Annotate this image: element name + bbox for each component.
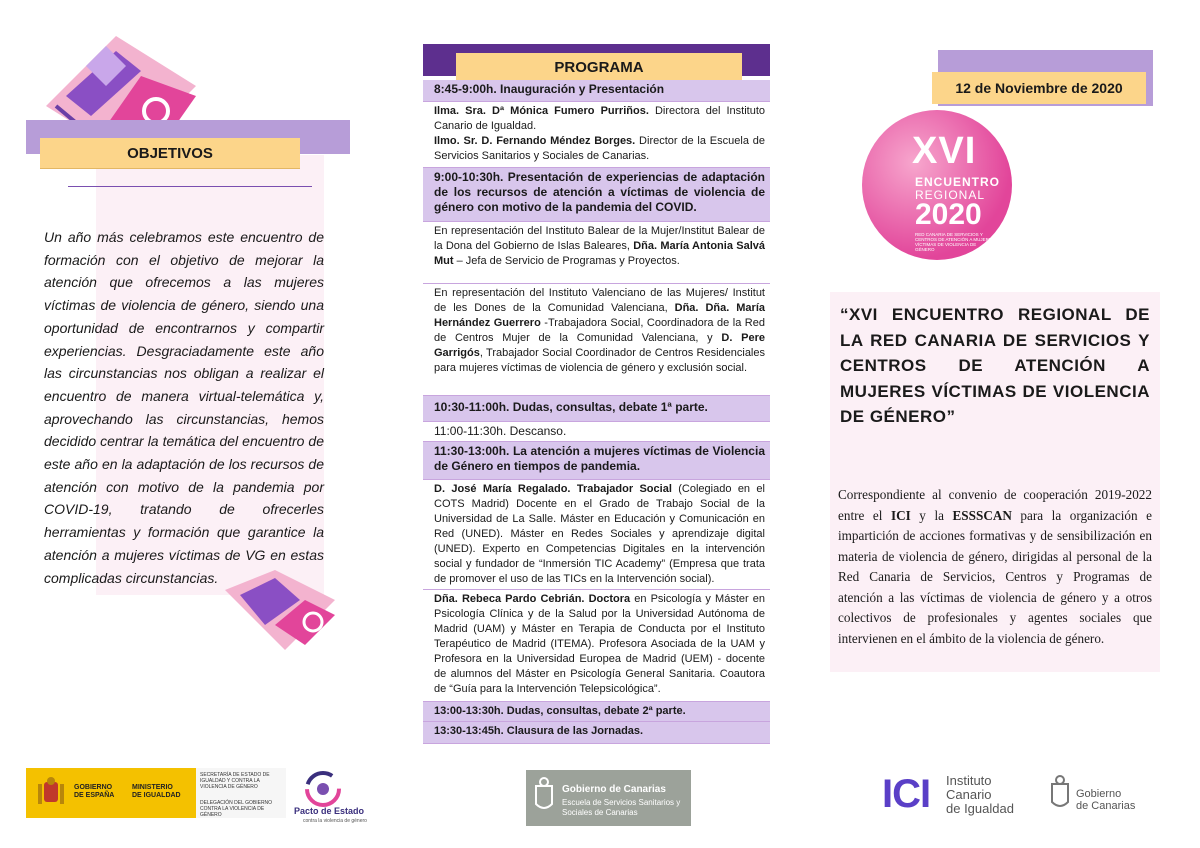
- program-row: 8:45-9:00h. Inauguración y Presentación: [423, 80, 770, 102]
- canarias-coat-of-arms-icon: [532, 776, 556, 816]
- speaker-name: Dña. Dña. María Hernández Guerrero: [434, 302, 765, 329]
- logo-roman-numeral: XVI: [912, 130, 977, 172]
- speaker-name: Ilmo. Sr. D. Fernando Méndez Borges.: [434, 135, 636, 147]
- program-row: 11:00-11:30h. Descanso.: [423, 422, 770, 442]
- pacto-estado-icon: [302, 768, 344, 810]
- objetivos-heading: OBJETIVOS: [40, 138, 300, 168]
- program-row: [423, 284, 770, 396]
- program-row: [423, 590, 770, 702]
- logo-subtitle: RED CANARIA DE SERVICIOS Y CENTROS DE ATENCIÓN A MUJERES VÍCTIMAS DE VIOLENCIA DE GÉNERO: [915, 232, 995, 252]
- speaker-bio: en Psicología y Máster en Psicología Clínica y de la Salud por la Universidad Autónoma de Madrid (UAM) y Máster en Terapia de Conducta por el Instituto Terapéutico de Madrid (ITEMA). Profesora Asociada de la UAM y Profesora en la Universidad Europea de Madrid (UEM) - docente de alumnos del Máster en Psicología General Sanitaria. Coautora de “Guía para la Intervención Telepsicológica”.: [434, 593, 765, 695]
- program-row: [423, 102, 770, 168]
- logo-line-1: ENCUENTRO: [915, 175, 1001, 189]
- pacto-estado-subtitle: contra la violencia de género: [303, 818, 367, 824]
- program-row: [423, 480, 770, 590]
- program-row: 9:00-10:30h. Presentación de experiencias de adaptación de los recursos de atención a víctimas de violencia de género con motivo de la pandemia del COVID.: [423, 168, 770, 222]
- spain-coat-of-arms-icon: [34, 776, 68, 810]
- program-row: 13:00-13:30h. Dudas, consultas, debate 2ª parte.: [423, 702, 770, 722]
- pacto-estado-text: Pacto de Estado: [294, 806, 365, 816]
- speaker-name: D. Pere Garrigós: [434, 332, 765, 359]
- desc-text: para la organización e impartición de acciones formativas y de sensibilización en materia de violencia de género, dirigidas al personal de la Red Canaria de Servicios, Centros y Programas de atención a las víctimas de violencia de género y a otros colectivos de profesionales y agentes sociales que intervienen en el ámbito de la violencia de género.: [838, 507, 1152, 646]
- speaker-name: Ilma. Sra. Dª Mónica Fumero Purriños.: [434, 105, 649, 117]
- event-description: [838, 485, 1152, 649]
- ici-logo: ICI: [882, 772, 931, 816]
- canarias-crest-icon: [1048, 774, 1072, 814]
- geometric-decoration-bottom: [225, 570, 335, 650]
- desc-org: ICI: [890, 507, 911, 523]
- speaker-name: Dña. Rebeca Pardo Cebrián. Doctora: [434, 593, 631, 605]
- speaker-role: En representación del Instituto Balear de la Mujer/Institut Balear de la Dona del Gobierno de Islas Baleares,: [434, 225, 765, 252]
- speaker-name: Dña. María Antonia Salvá Mut: [434, 240, 765, 267]
- gobierno-canarias-text: Gobierno de Canarias: [562, 784, 666, 795]
- program-row: 11:30-13:00h. La atención a mujeres víctimas de Violencia de Género en tiempos de pandemia.: [423, 442, 770, 480]
- objetivos-text: Un año más celebramos este encuentro de formación con el objetivo de mejorar la atención que ofrecemos a las mujeres víctimas de violencia de género, siendo una oportunidad de encontrarnos y compartir experiencias. Desgraciadamente este año las circunstancias nos obligan a realizar el encuentro de manera virtual-telemática y, aprovechando las circunstancias, hemos decidido centrar la temática del encuentro de este año en la adaptación de los recursos de atención con motivo de la pandemia por COVID-19, tratando de ofrecerles herramientas y formación que garantice la atención a mujeres víctimas de VG en estas complicadas circunstancias.: [44, 229, 324, 586]
- escuela-text: Escuela de Servicios Sanitarios y Sociales de Canarias: [562, 798, 681, 817]
- speaker-role: – Jefa de Servicio de Programas y Proyectos.: [453, 255, 680, 267]
- desc-text: Correspondiente al convenio de cooperación 2019-2022 entre el: [838, 487, 1152, 523]
- gobierno-canarias-logo-text: Gobierno de Canarias: [1076, 788, 1136, 812]
- speaker-role: -Trabajadora Social, Coordinadora de la Red de Centros Mujer de la Comunidad Valenciana, y: [434, 317, 765, 344]
- programa-heading: PROGRAMA: [456, 53, 742, 81]
- logo-line-2: REGIONAL: [915, 188, 986, 202]
- programa-table: [423, 80, 770, 744]
- desc-org: ESSSCAN: [952, 507, 1012, 523]
- event-title: “XVI ENCUENTRO REGIONAL DE LA RED CANARIA DE SERVICIOS Y CENTROS DE ATENCIÓN A MUJERES VÍCTIMAS DE VIOLENCIA DE GÉNERO”: [840, 305, 1150, 426]
- ici-text: Instituto Canario de Igualdad: [946, 773, 1014, 816]
- logo-year: 2020: [915, 198, 982, 231]
- program-row: [423, 222, 770, 284]
- delegacion-text: DELEGACIÓN DEL GOBIERNO CONTRA LA VIOLENCIA DE GÉNERO: [200, 800, 273, 818]
- gobierno-espana-text: GOBIERNO DE ESPAÑA: [74, 784, 115, 799]
- event-date: 12 de Noviembre de 2020: [932, 72, 1146, 104]
- desc-text: y la: [910, 507, 953, 523]
- speaker-role: , Trabajador Social Coordinador de Centros Residenciales para mujeres víctimas de violencia de género y exclusión social.: [434, 347, 765, 374]
- speaker-role: Director de la Escuela de Servicios Sanitarios y Sociales de Canarias.: [434, 135, 765, 162]
- objetivos-divider: [68, 186, 312, 187]
- speaker-name: D. José María Regalado. Trabajador Social: [434, 483, 672, 495]
- program-row: 10:30-11:00h. Dudas, consultas, debate 1ª parte.: [423, 396, 770, 422]
- speaker-bio: (Colegiado en el COTS Madrid) Docente en el Grado de Trabajo Social de la Universidad de La Salle. Máster en Educación y Comunicación en Red (UNED). Máster en Redes Sociales y aprendizaje digital (UNED). Experto en Competencias Digitales en la intervención social y fundador de “Inmersión TIC Academy” (Empresa que trata de promover el uso de las TICs en la Intervención social).: [434, 483, 765, 585]
- speaker-role: Directora del Instituto Canario de Igualdad.: [434, 105, 766, 132]
- ministerio-igualdad-text: MINISTERIO DE IGUALDAD: [132, 784, 181, 799]
- secretaria-text: SECRETARÍA DE ESTADO DE IGUALDAD Y CONTRA LA VIOLENCIA DE GÉNERO: [200, 772, 270, 790]
- program-row: 13:30-13:45h. Clausura de las Jornadas.: [423, 722, 770, 744]
- speaker-role: En representación del Instituto Valenciano de las Mujeres/ Institut de les Dones de la Comunidad Valenciana,: [434, 287, 765, 314]
